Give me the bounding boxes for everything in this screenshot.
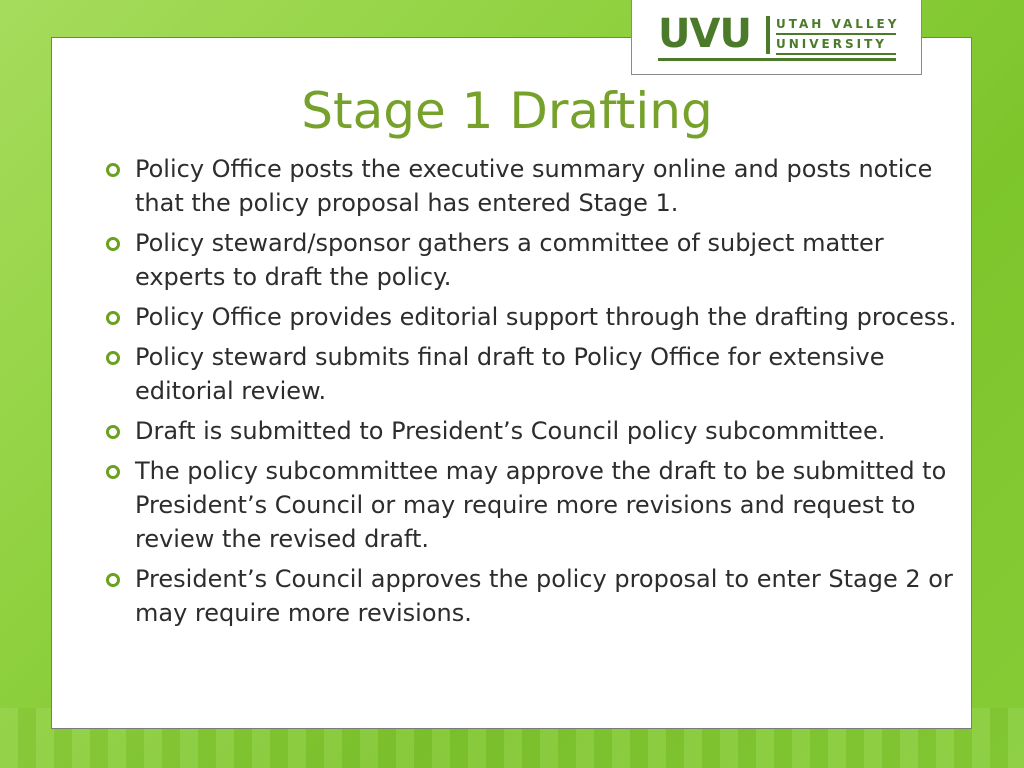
circle-bullet-icon bbox=[106, 351, 120, 365]
logo-text-line2: UNIVERSITY bbox=[776, 37, 887, 51]
circle-bullet-icon bbox=[106, 163, 120, 177]
logo-underline bbox=[658, 58, 896, 61]
bullet-list bbox=[102, 152, 962, 636]
bullet-text: Policy steward/sponsor gathers a committee of subject matter experts to draft the policy. bbox=[135, 229, 884, 291]
bullet-text: Policy Office posts the executive summary online and posts notice that the policy proposal has entered Stage 1. bbox=[135, 155, 933, 217]
bullet-item bbox=[102, 414, 962, 448]
circle-bullet-icon bbox=[106, 237, 120, 251]
circle-bullet-icon bbox=[106, 573, 120, 587]
circle-bullet-icon bbox=[106, 465, 120, 479]
logo-rule bbox=[776, 33, 896, 35]
bullet-item bbox=[102, 226, 962, 294]
logo-text-line1: UTAH VALLEY bbox=[776, 17, 900, 31]
circle-bullet-icon bbox=[106, 425, 120, 439]
bullet-item bbox=[102, 454, 962, 556]
bullet-text: Policy steward submits final draft to Policy Office for extensive editorial review. bbox=[135, 343, 885, 405]
bullet-text: Draft is submitted to President’s Council policy subcommittee. bbox=[135, 417, 886, 445]
bullet-item bbox=[102, 152, 962, 220]
bullet-text: President’s Council approves the policy proposal to enter Stage 2 or may require more revisions. bbox=[135, 565, 953, 627]
logo-mark: UVU bbox=[658, 11, 751, 57]
logo-separator bbox=[766, 16, 770, 54]
slide-title: Stage 1 Drafting bbox=[301, 82, 713, 140]
logo-rule bbox=[776, 53, 896, 55]
circle-bullet-icon bbox=[106, 311, 120, 325]
bullet-item bbox=[102, 562, 962, 630]
bullet-text: Policy Office provides editorial support through the drafting process. bbox=[135, 303, 957, 331]
bullet-item bbox=[102, 340, 962, 408]
bullet-item bbox=[102, 300, 962, 334]
uvu-logo bbox=[631, 0, 922, 75]
bullet-text: The policy subcommittee may approve the draft to be submitted to President’s Council or may require more revisions and request to review the revised draft. bbox=[135, 457, 947, 553]
